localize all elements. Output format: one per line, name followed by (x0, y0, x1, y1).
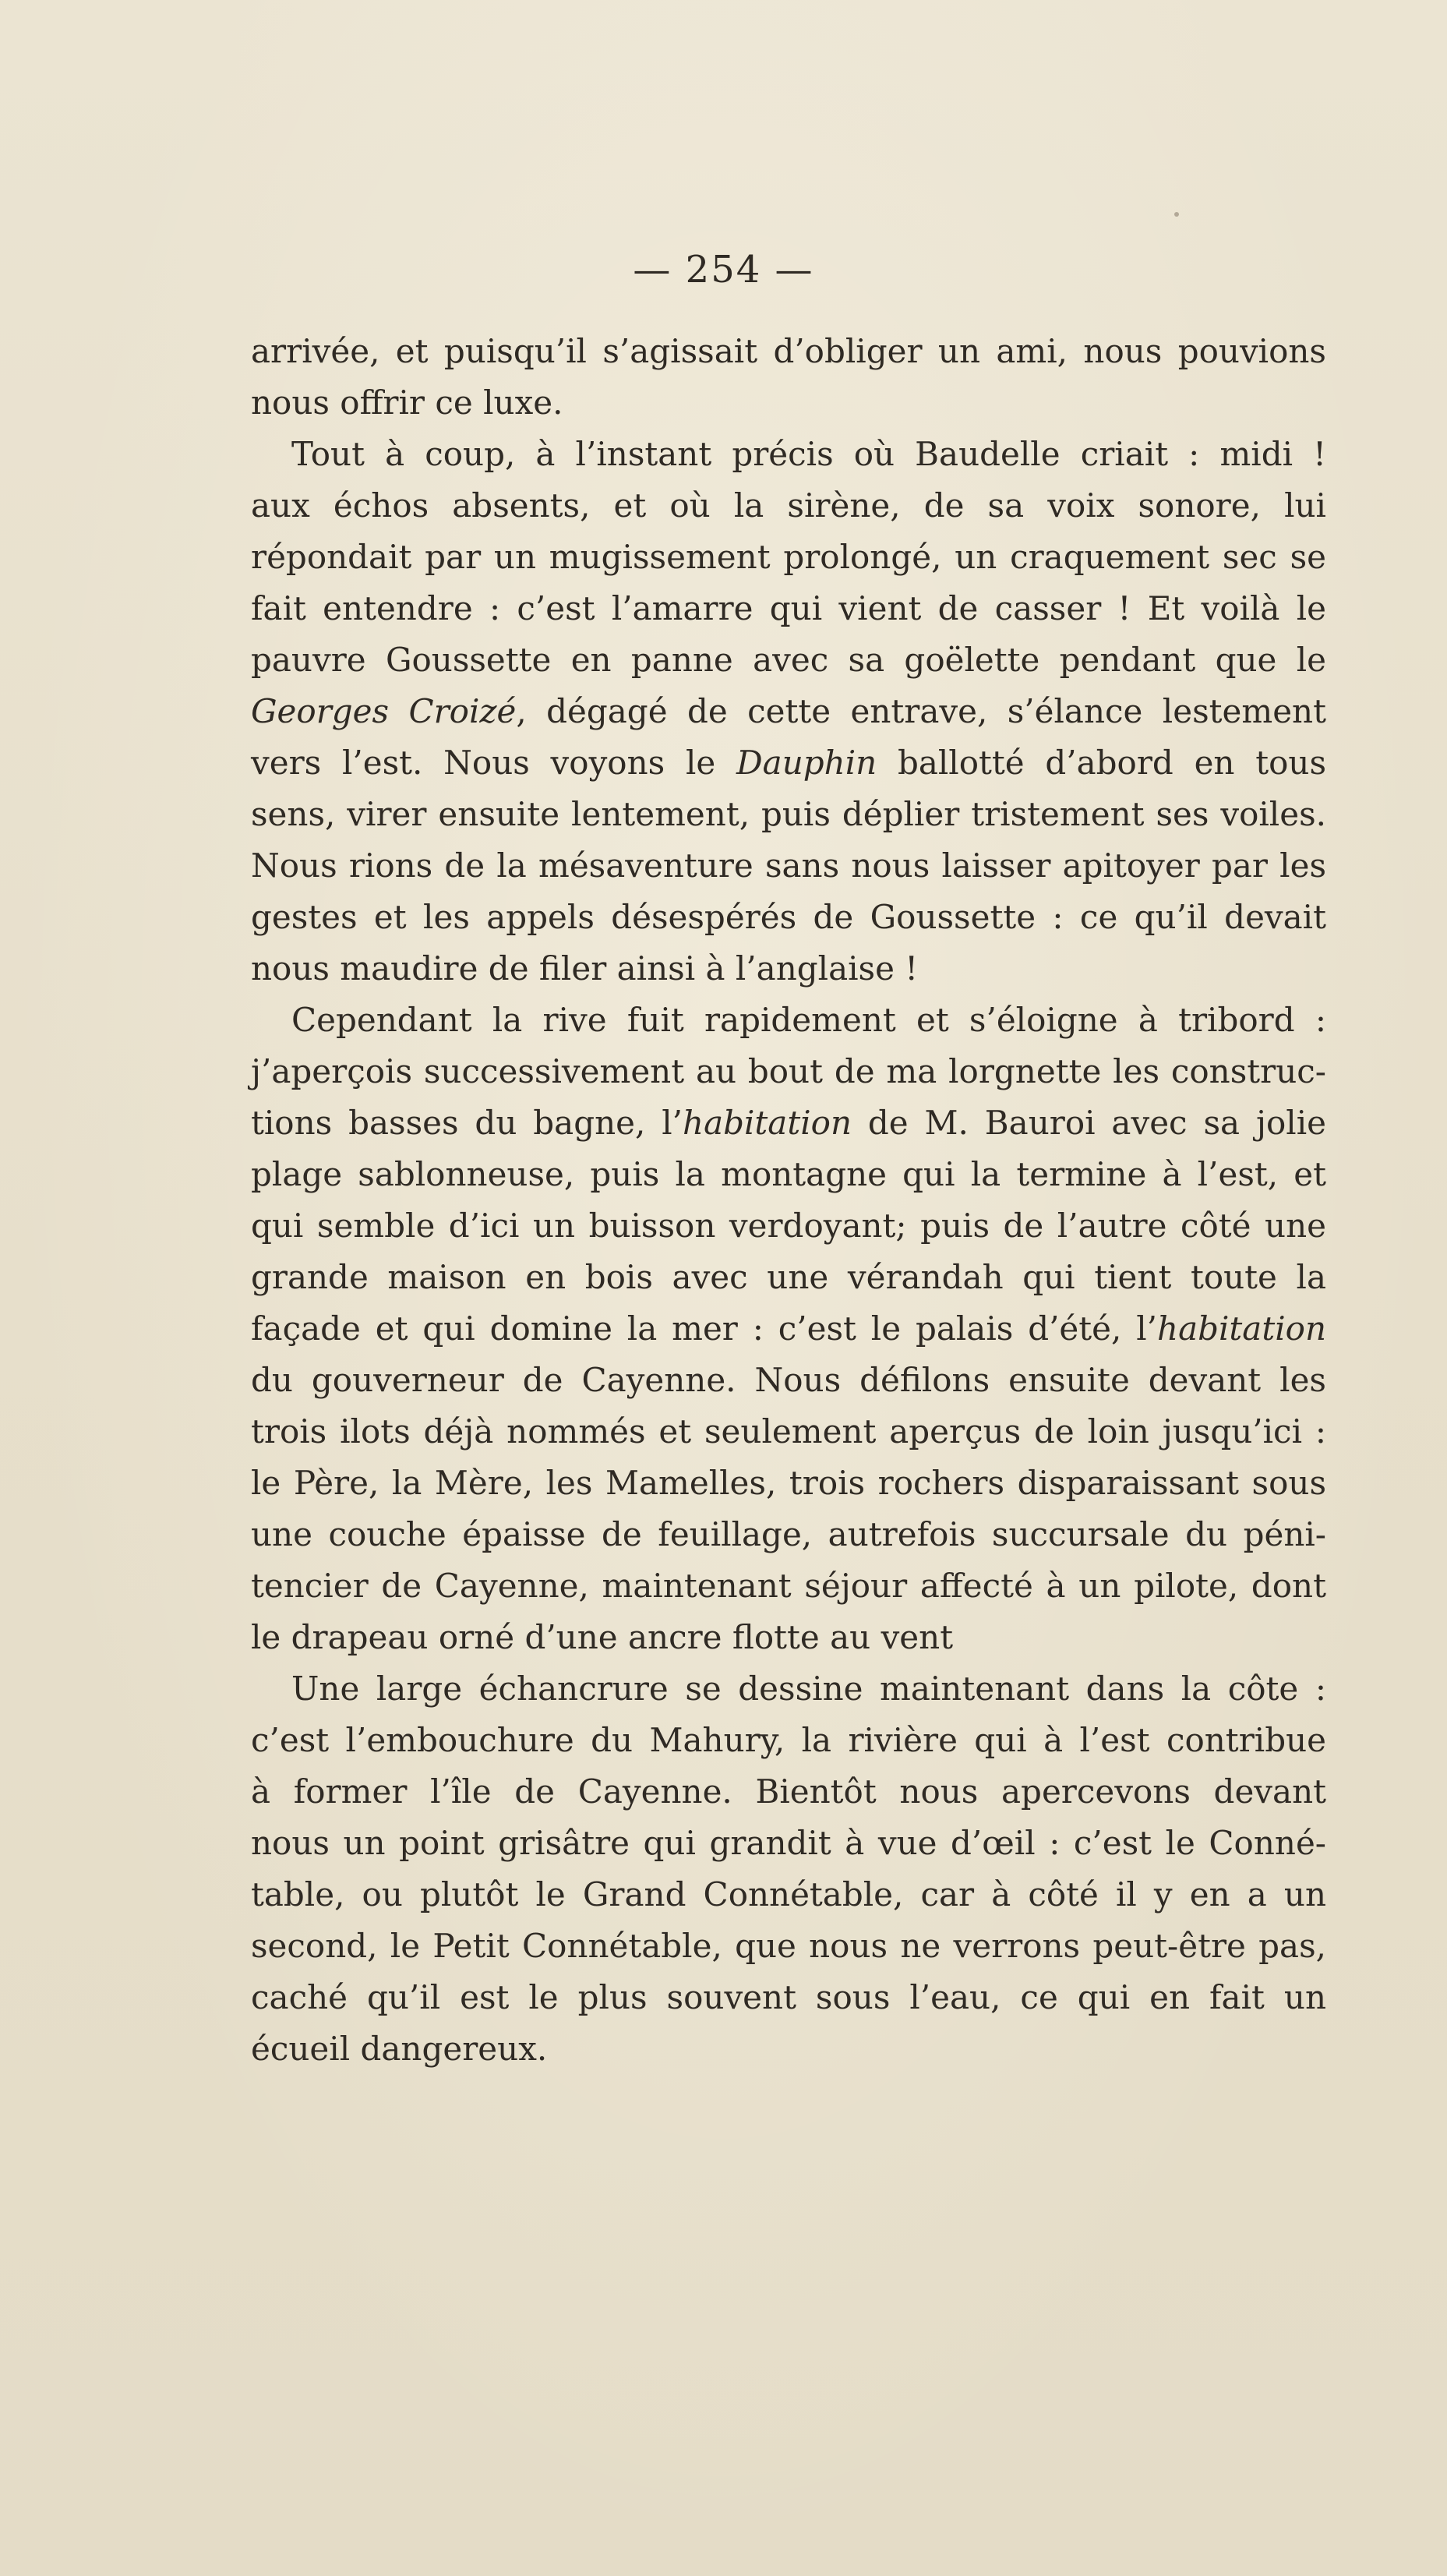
text-fragment: façade et qui domine la mer : c’est le palais d’été, l’ (251, 1309, 1158, 1348)
text-fragment: Cependant la rive fuit rapidement et s’éloigne à tribord : (291, 1001, 1326, 1039)
text-line (251, 377, 1326, 429)
text-line (251, 326, 1326, 377)
text-fragment: trois ilots déjà nommés et seulement aperçus de loin jusqu’ici : (251, 1412, 1326, 1451)
text-line (251, 1818, 1326, 1869)
text-fragment: vers l’est. Nous voyons le (251, 744, 736, 782)
text-fragment: gestes et les appels désespérés de Goussette : ce qu’il devait (251, 898, 1326, 936)
text-fragment: table, ou plutôt le Grand Connétable, car à côté il y en a un (251, 1875, 1326, 1913)
text-line (251, 1869, 1326, 1921)
text-fragment: pauvre Goussette en panne avec sa goëlette pendant que le (251, 641, 1326, 679)
text-line (251, 2023, 1326, 2075)
italic-text: habitation (683, 1104, 852, 1142)
text-line (251, 1149, 1326, 1200)
text-fragment: du gouverneur de Cayenne. Nous défilons ensuite devant les (251, 1361, 1326, 1399)
text-line (251, 583, 1326, 634)
text-line (251, 634, 1326, 686)
text-fragment: le Père, la Mère, les Mamelles, trois rochers disparaissant sous (251, 1464, 1326, 1502)
text-fragment: caché qu’il est le plus souvent sous l’eau, ce qui en fait un (251, 1978, 1326, 2016)
text-line (251, 1406, 1326, 1458)
text-fragment: écueil dangereux. (251, 2030, 548, 2068)
text-fragment: nous un point grisâtre qui grandit à vue d’œil : c’est le Conné- (251, 1824, 1326, 1862)
text-fragment: une couche épaisse de feuillage, autrefois succursale du péni- (251, 1515, 1326, 1553)
text-line (251, 1046, 1326, 1097)
text-line (251, 1972, 1326, 2023)
text-fragment: répondait par un mugissement prolongé, un craquement sec se (251, 538, 1326, 576)
text-fragment: grande maison en bois avec une vérandah qui tient toute la (251, 1258, 1326, 1296)
text-fragment: c’est l’embouchure du Mahury, la rivière qui à l’est contribue (251, 1721, 1326, 1759)
text-line (251, 789, 1326, 840)
paragraph (251, 1663, 1326, 2075)
text-line (251, 1355, 1326, 1406)
text-fragment: Une large échancrure se dessine maintenant dans la côte : (291, 1670, 1326, 1708)
text-fragment: à former l’île de Cayenne. Bientôt nous apercevons devant (251, 1772, 1326, 1811)
speck-mark (1174, 212, 1179, 217)
text-line (251, 532, 1326, 583)
text-fragment: tions basses du bagne, l’ (251, 1104, 683, 1142)
text-fragment: ballotté d’abord en tous (877, 744, 1326, 782)
text-line (251, 1766, 1326, 1818)
text-fragment: nous maudire de filer ainsi à l’anglaise ! (251, 949, 919, 988)
text-line (251, 943, 1326, 995)
text-line (251, 1252, 1326, 1303)
text-line (251, 995, 1326, 1046)
text-fragment: plage sablonneuse, puis la montagne qui la termine à l’est, et (251, 1155, 1326, 1193)
text-line (251, 1458, 1326, 1509)
italic-text: Dauphin (736, 744, 877, 782)
text-line (251, 1612, 1326, 1663)
text-fragment: , dégagé de cette entrave, s’élance lestement (516, 692, 1326, 730)
text-fragment: j’aperçois successivement au bout de ma lorgnette les construc- (251, 1052, 1326, 1090)
text-line (251, 429, 1326, 480)
text-fragment: arrivée, et puisqu’il s’agissait d’obliger un ami, nous pouvions (251, 332, 1326, 370)
text-line (251, 737, 1326, 789)
text-line (251, 1715, 1326, 1766)
paragraph (251, 429, 1326, 995)
text-fragment: Tout à coup, à l’instant précis où Baudelle criait : midi ! (291, 435, 1326, 473)
text-fragment: tencier de Cayenne, maintenant séjour affecté à un pilote, dont (251, 1567, 1326, 1605)
page-number: — 254 — (633, 248, 814, 292)
text-fragment: de M. Bauroi avec sa jolie (852, 1104, 1326, 1142)
text-line (251, 1097, 1326, 1149)
text-line (251, 1560, 1326, 1612)
text-line (251, 892, 1326, 943)
text-fragment: fait entendre : c’est l’amarre qui vient de casser ! Et voilà le (251, 589, 1326, 627)
text-fragment: second, le Petit Connétable, que nous ne verrons peut-être pas, (251, 1927, 1326, 1965)
body-text (251, 326, 1326, 2075)
text-line (251, 840, 1326, 892)
italic-text: Georges Croizé (251, 692, 517, 730)
text-fragment: Nous rions de la mésaventure sans nous laisser apitoyer par les (251, 846, 1326, 885)
text-line (251, 1303, 1326, 1355)
text-fragment: qui semble d’ici un buisson verdoyant; puis de l’autre côté une (251, 1207, 1326, 1245)
text-line (251, 1663, 1326, 1715)
text-line (251, 480, 1326, 532)
text-fragment: nous offrir ce luxe. (251, 383, 563, 422)
text-line (251, 1921, 1326, 1972)
text-fragment: aux échos absents, et où la sirène, de sa voix sonore, lui (251, 486, 1326, 525)
text-fragment: le drapeau orné d’une ancre flotte au vent (251, 1618, 954, 1656)
text-line (251, 1200, 1326, 1252)
text-line (251, 1509, 1326, 1560)
paragraph (251, 995, 1326, 1663)
text-fragment: sens, virer ensuite lentement, puis déplier tristement ses voiles. (251, 795, 1326, 833)
paragraph (251, 326, 1326, 429)
italic-text: habitation (1157, 1309, 1326, 1348)
text-line (251, 686, 1326, 737)
